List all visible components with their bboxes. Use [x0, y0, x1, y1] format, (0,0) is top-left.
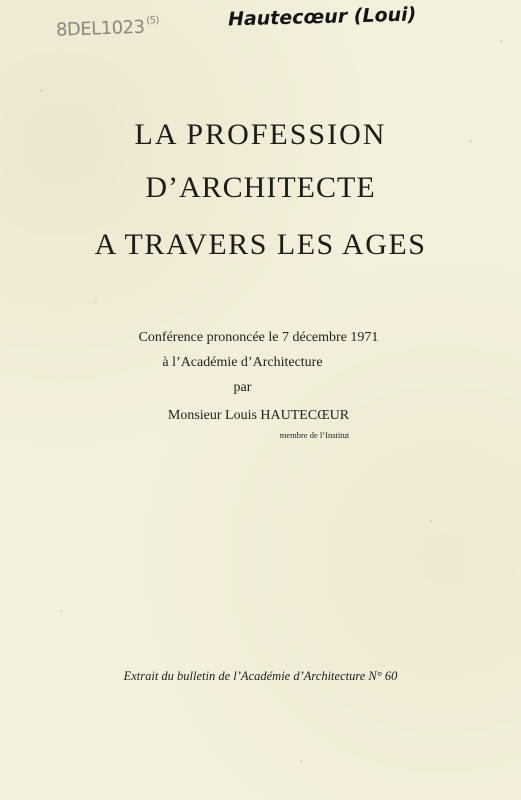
paper-speck — [60, 610, 62, 612]
lecture-date-line: Conférence prononcée le 7 décembre 1971 — [138, 330, 379, 345]
title-line-3: A TRAVERS LES AGES — [94, 228, 427, 261]
handwritten-call-number — [56, 16, 160, 41]
call-number-superscript: (5) — [146, 15, 160, 27]
title-line-1: LA PROFESSION — [134, 118, 387, 151]
paper-speck — [430, 520, 432, 522]
call-number-text: 8DEL1023 — [55, 16, 145, 41]
author-line: Monsieur Louis HAUTECŒUR — [167, 408, 350, 423]
title-line-2: D’ARCHITECTE — [145, 171, 376, 204]
paper-speck — [300, 760, 302, 762]
extract-note: Extrait du bulletin de l’Académie d’Architecture N° 60 — [123, 669, 398, 683]
paper-speck — [40, 90, 42, 92]
paper-speck — [500, 40, 502, 42]
author-affiliation: membre de l’Institut — [279, 430, 350, 440]
handwritten-author-note: Hautecœur (Loui) — [227, 3, 417, 31]
venue-line: à l’Académie d’Architecture — [162, 355, 323, 370]
paper-speck — [95, 300, 97, 302]
by-line: par — [233, 380, 252, 395]
